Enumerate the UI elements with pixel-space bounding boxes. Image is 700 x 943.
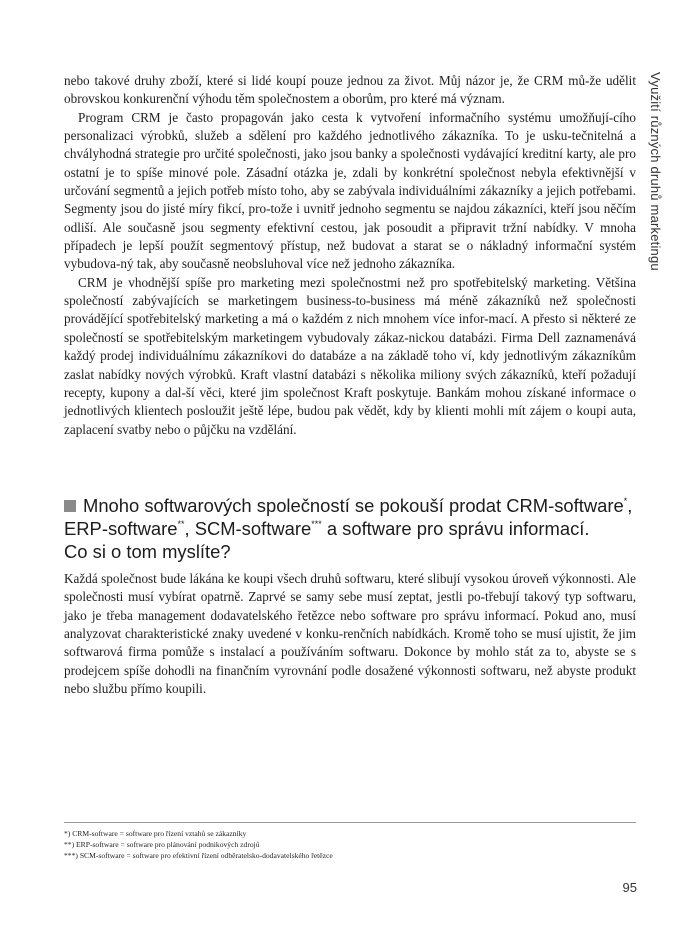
footnote-mark-1: * xyxy=(623,496,628,506)
footnote-2: **) ERP-software = software pro plánování podnikových zdrojů xyxy=(64,840,260,849)
paragraph-2: Program CRM je často propagován jako cesta k vytvoření informačního systému umožňují-cího personalizaci výrobků, služeb a sdělení pro každého jednotlivého zákazníka. To je usku-tečnitelná a chvályhodná strategie pro určité společnosti, jako jsou banky a společnosti vydávající kreditní karty, ale pro ostatní je to spíše minové pole. Zásadní otázka je, zdali by konkrétní společnost nebyla efektivnější v určování segmentů a jejich potřeb místo toho, aby se zabývala individuálními zákazníky a jejich potřebami. Segmenty jsou do jisté míry fikcí, pro-tože i uvnitř jednoho segmentu se najdou zákazníci, kteří jsou něčím odliší. Ale současně jsou segmenty efektivní cestou, jak posoudit a připravit tržní nabídky. V mnoha případech je lepší použít segmentový přístup, než budovat a starat se o nákladný informační systém vybudova-ný tak, aby současně neobsluhoval více než jednoho zákazníka. xyxy=(64,109,636,272)
section-heading xyxy=(64,494,636,563)
running-side-header: Využití různých druhů marketingu xyxy=(648,72,663,271)
page-number: 95 xyxy=(622,880,637,895)
heading-text-2: ERP-software xyxy=(64,518,178,539)
heading-text-3: , SCM-software xyxy=(184,518,312,539)
footnotes xyxy=(64,828,636,861)
paragraph-3: CRM je vhodnější spíše pro marketing mezi společnostmi než pro spotřebitelský marketing. Většina společností zabývajících se marketingem business-to-business má méně zákazníků než společnosti provádějící spotřebitelský marketing a má o každém z nich mnohem více infor-mací. A přesto si některé ze společností se spotřebitelským marketingem vybudovaly zákaz-nickou databázi. Firma Dell zaznamenává každý prodej individuálnímu zákazníkovi do databáze a na základě toho ví, kdy jednotlivým zákazníkům zaslat nabídky nových výrobků. Kraft vlastní databázi s několika miliony svých zákazníků, kteří požadují recepty, kupony a dal-ší věci, které jim společnost Kraft poskytuje. Bankám mohou získané informace o jednotlivých klientech posloužit ještě lépe, budou pak vědět, kdy by klienti mohli mít zájem o koupi auta, zaplacení svatby nebo o půjčku na vzdělání. xyxy=(64,274,636,437)
paragraph-1: nebo takové druhy zboží, které si lidé koupí pouze jednou za život. Můj názor je, že CRM mů-že udělit obrovskou konkurenční výhodu těm společnostem a oborům, pro které má význam. xyxy=(64,73,636,107)
heading-comma: , xyxy=(627,495,633,516)
footnote-divider xyxy=(64,822,636,823)
section-paragraph: Každá společnost bude lákána ke koupi všech druhů softwaru, které slibují vysokou úroveň výkonnosti. Ale společnosti musí vybírat opatrně. Zaprvé se samy sebe musí zeptat, jestli po-třebují takový typ softwaru, jako je třeba management dodavatelského řetězce nebo software pro správu informací. Pokud ano, musí analyzovat charakteristické znaky uvedené v konku-renčních nabídkách. Kromě toho se musí ujistit, že jim softwarová firma pomůže s instalací a používáním softwaru. Dokonce by mohlo stát za to, abyste se s prodejcem spíše dohodli na finančním vyrovnání podle dosažené výkonnosti softwaru, než abyste produkt nebo službu přímo koupili. xyxy=(64,571,636,697)
section-text xyxy=(64,570,636,698)
footnote-mark-2: ** xyxy=(177,519,185,529)
footnote-1: *) CRM-software = software pro řízení vztahů se zákazníky xyxy=(64,829,247,838)
heading-text-1: Mnoho softwarových společností se pokouší prodat CRM-software xyxy=(83,495,624,516)
main-text xyxy=(64,72,636,439)
heading-text-4: a software pro správu informací. xyxy=(321,518,590,539)
square-bullet-icon xyxy=(64,500,76,512)
heading-question: Co si o tom myslíte? xyxy=(64,541,231,562)
footnote-mark-3: *** xyxy=(311,519,322,529)
footnote-3: ***) SCM-software = software pro efektivní řízení odběratelsko-dodavatelského řetězce xyxy=(64,851,333,860)
